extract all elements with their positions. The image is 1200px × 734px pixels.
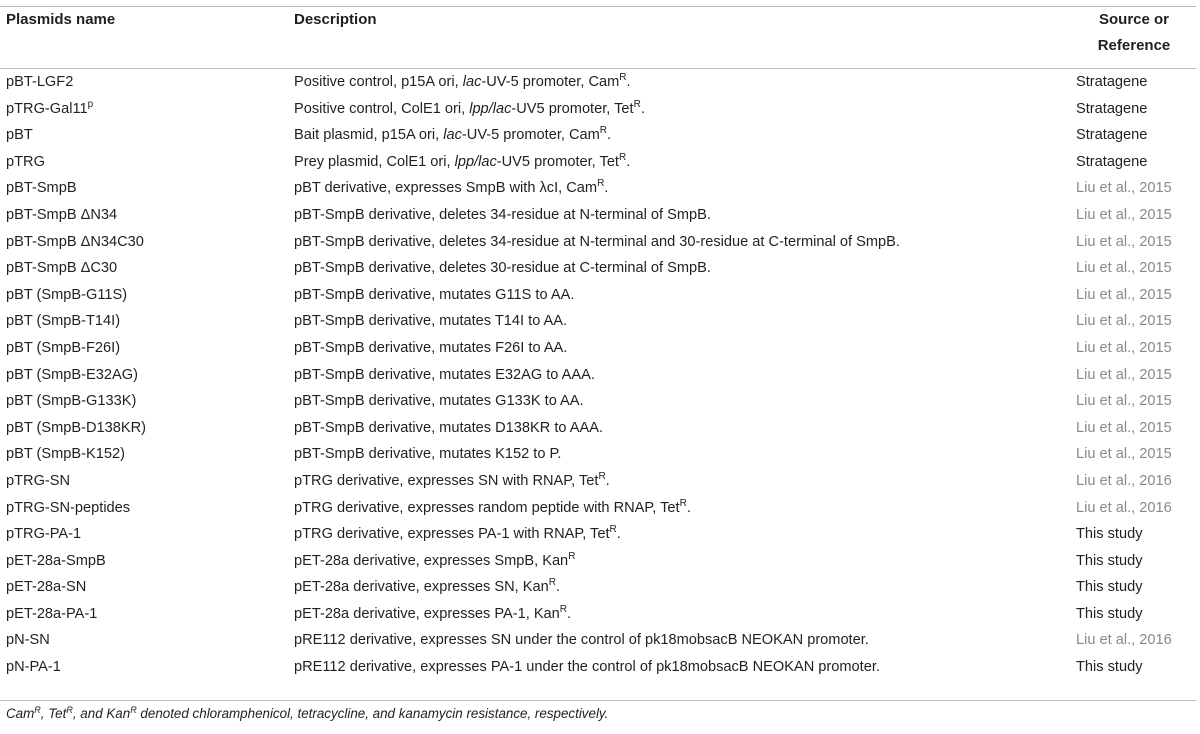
plasmid-name-cell bbox=[0, 202, 288, 229]
plasmid-name: pTRG-Gal11 bbox=[6, 100, 88, 117]
description-sup: R bbox=[548, 577, 556, 589]
plasmid-name: pET-28a-SN bbox=[6, 579, 87, 596]
table-row bbox=[0, 654, 1196, 681]
plasmid-name: pBT-SmpB bbox=[6, 180, 77, 197]
description-sup: R bbox=[598, 470, 606, 482]
description-cell bbox=[288, 282, 1072, 309]
table-row bbox=[0, 229, 1196, 256]
footnote-cam-sup: R bbox=[34, 705, 41, 715]
description-text-end: . bbox=[626, 74, 631, 90]
table-row bbox=[0, 495, 1196, 522]
table-row bbox=[0, 548, 1196, 575]
description-sup: R bbox=[619, 151, 627, 163]
description-sup: R bbox=[679, 497, 687, 509]
description-cell bbox=[288, 468, 1072, 495]
plasmid-name-cell bbox=[0, 69, 288, 96]
header-source bbox=[1072, 7, 1196, 69]
table-row bbox=[0, 468, 1196, 495]
plasmid-name-cell bbox=[0, 601, 288, 628]
source-cell: Liu et al., 2015 bbox=[1076, 446, 1172, 463]
description-text: pTRG derivative, expresses SN with RNAP, Tet bbox=[294, 472, 599, 489]
source-cell: Stratagene bbox=[1076, 100, 1148, 117]
plasmid-name-cell bbox=[0, 441, 288, 468]
plasmid-name-cell bbox=[0, 362, 288, 389]
source-cell: This study bbox=[1076, 552, 1143, 569]
plasmid-name: pBT (SmpB-K152) bbox=[6, 446, 125, 463]
plasmid-name-cell bbox=[0, 521, 288, 548]
plasmid-name-cell bbox=[0, 415, 288, 442]
plasmid-name-cell bbox=[0, 574, 288, 601]
source-cell: Liu et al., 2015 bbox=[1076, 233, 1172, 250]
table-row bbox=[0, 308, 1196, 335]
description-cell bbox=[288, 69, 1072, 96]
description-cell bbox=[288, 654, 1072, 681]
plasmid-name: pN-PA-1 bbox=[6, 659, 61, 676]
description-text: Bait plasmid, p15A ori, bbox=[294, 127, 444, 144]
description-text: pBT-SmpB derivative, deletes 34-residue at N-terminal and 30-residue at C-terminal of SmpB. bbox=[294, 233, 900, 250]
description-text-end: . bbox=[567, 605, 572, 622]
description-text: pBT-SmpB derivative, mutates D138KR to AAA. bbox=[294, 419, 604, 436]
table-header-row bbox=[0, 7, 1196, 69]
plasmid-name-cell bbox=[0, 175, 288, 202]
source-cell: Liu et al., 2015 bbox=[1076, 393, 1172, 410]
description-text-end: . bbox=[604, 180, 609, 197]
header-description: Description bbox=[294, 11, 377, 28]
plasmid-name-cell bbox=[0, 96, 288, 123]
source-cell: Liu et al., 2015 bbox=[1076, 260, 1172, 277]
table-row bbox=[0, 96, 1196, 123]
plasmid-name: pBT-SmpB ΔN34C30 bbox=[6, 233, 144, 250]
footnote-tet-sup: R bbox=[66, 705, 73, 715]
source-cell: Liu et al., 2015 bbox=[1076, 313, 1172, 330]
header-plasmid: Plasmids name bbox=[6, 11, 116, 28]
footnote-text: denoted chloramphenicol, tetracycline, and kanamycin resistance, respectively. bbox=[136, 706, 609, 721]
table-row bbox=[0, 627, 1196, 654]
source-cell: Stratagene bbox=[1076, 127, 1148, 144]
footnote-sep1: , bbox=[40, 706, 49, 721]
plasmid-name-cell bbox=[0, 122, 288, 149]
source-cell: Liu et al., 2015 bbox=[1076, 286, 1172, 303]
source-cell: Liu et al., 2015 bbox=[1076, 206, 1172, 223]
plasmid-name: pBT-SmpB ΔN34 bbox=[6, 206, 118, 223]
description-text-mid: -UV5 promoter, Tet bbox=[511, 100, 634, 117]
plasmid-name: pET-28a-SmpB bbox=[6, 552, 106, 569]
table-row bbox=[0, 122, 1196, 149]
description-text-end: . bbox=[607, 127, 612, 144]
plasmid-name: pBT (SmpB-F26I) bbox=[6, 339, 121, 356]
description-text: pBT-SmpB derivative, deletes 30-residue at C-terminal of SmpB. bbox=[294, 260, 711, 277]
table-row bbox=[0, 255, 1196, 282]
description-text: pBT-SmpB derivative, mutates G133K to AA. bbox=[294, 393, 584, 410]
description-cell bbox=[288, 202, 1072, 229]
plasmid-name: pBT bbox=[6, 127, 33, 144]
description-cell bbox=[288, 627, 1072, 654]
description-cell bbox=[288, 548, 1072, 575]
header-source-line2: Reference bbox=[1097, 37, 1171, 54]
source-cell: Liu et al., 2015 bbox=[1076, 180, 1172, 197]
description-italic: lac bbox=[462, 74, 482, 90]
table-row bbox=[0, 362, 1196, 389]
description-sup: R bbox=[599, 125, 608, 137]
bottom-rule bbox=[0, 700, 1196, 701]
plasmid-name: pTRG-SN-peptides bbox=[6, 499, 131, 516]
plasmid-name: pTRG-SN bbox=[6, 472, 71, 489]
description-text: pET-28a derivative, expresses PA-1, Kan bbox=[294, 605, 560, 622]
description-text: Positive control, p15A ori, bbox=[294, 74, 463, 90]
description-sup: R bbox=[609, 524, 617, 536]
plasmid-name: pBT (SmpB-D138KR) bbox=[6, 419, 147, 436]
plasmid-name-cell bbox=[0, 229, 288, 256]
description-sup: R bbox=[633, 98, 641, 110]
description-text: pBT-SmpB derivative, mutates F26I to AA. bbox=[294, 339, 568, 356]
description-text: Positive control, ColE1 ori, bbox=[294, 100, 470, 117]
description-cell bbox=[288, 122, 1072, 149]
description-text-mid: -UV-5 promoter, Cam bbox=[481, 74, 620, 90]
source-cell: Liu et al., 2015 bbox=[1076, 339, 1172, 356]
description-cell bbox=[288, 335, 1072, 362]
plasmid-name-cell bbox=[0, 282, 288, 309]
source-cell: Liu et al., 2016 bbox=[1076, 499, 1172, 516]
plasmid-name-cell bbox=[0, 308, 288, 335]
description-cell bbox=[288, 255, 1072, 282]
table-row bbox=[0, 69, 1196, 96]
table-row bbox=[0, 202, 1196, 229]
description-cell bbox=[288, 229, 1072, 256]
plasmid-name: pBT (SmpB-G11S) bbox=[6, 286, 128, 303]
plasmid-name: pBT (SmpB-E32AG) bbox=[6, 366, 138, 383]
description-sup: R bbox=[559, 603, 568, 615]
description-text: pRE112 derivative, expresses PA-1 under the control of pk18mobsacB NEOKAN promoter. bbox=[294, 659, 880, 676]
description-text: pTRG derivative, expresses random peptide with RNAP, Tet bbox=[294, 499, 680, 516]
plasmid-name-cell bbox=[0, 255, 288, 282]
plasmid-name-sup: p bbox=[87, 98, 94, 110]
plasmid-name: pET-28a-PA-1 bbox=[6, 605, 98, 622]
footnote-kan: Kan bbox=[106, 706, 131, 721]
description-cell bbox=[288, 175, 1072, 202]
table-row bbox=[0, 335, 1196, 362]
source-cell: Liu et al., 2016 bbox=[1076, 472, 1172, 489]
plasmid-name-cell bbox=[0, 388, 288, 415]
table-row bbox=[0, 388, 1196, 415]
table-row bbox=[0, 574, 1196, 601]
description-cell bbox=[288, 521, 1072, 548]
description-text-end: . bbox=[626, 153, 631, 170]
description-text-end: . bbox=[686, 499, 691, 516]
plasmid-name-cell bbox=[0, 495, 288, 522]
description-italic: lac bbox=[443, 127, 462, 144]
description-text-end: . bbox=[555, 579, 561, 596]
source-cell: This study bbox=[1076, 659, 1143, 676]
description-text: Prey plasmid, ColE1 ori, bbox=[294, 153, 455, 170]
description-text: pBT-SmpB derivative, mutates E32AG to AAA. bbox=[294, 366, 595, 383]
plasmid-name-cell bbox=[0, 468, 288, 495]
description-cell bbox=[288, 149, 1072, 176]
source-cell: Stratagene bbox=[1076, 153, 1148, 170]
plasmid-name: pBT (SmpB-T14I) bbox=[6, 313, 121, 330]
description-text: pBT-SmpB derivative, mutates G11S to AA. bbox=[294, 286, 575, 303]
source-cell: This study bbox=[1076, 526, 1143, 543]
plasmid-name: pTRG bbox=[6, 153, 45, 170]
description-text-mid: -UV5 promoter, Tet bbox=[496, 153, 619, 170]
table-row bbox=[0, 415, 1196, 442]
description-text: pRE112 derivative, expresses SN under the control of pk18mobsacB NEOKAN promoter. bbox=[294, 632, 869, 649]
source-cell: This study bbox=[1076, 579, 1143, 596]
description-text-end: . bbox=[640, 100, 645, 117]
description-text: pBT-SmpB derivative, mutates K152 to P. bbox=[294, 446, 562, 463]
description-sup: R bbox=[597, 178, 605, 190]
plasmid-name: pBT (SmpB-G133K) bbox=[6, 393, 137, 410]
table-footnote bbox=[6, 706, 608, 721]
source-cell: Liu et al., 2016 bbox=[1076, 632, 1172, 649]
table-row bbox=[0, 521, 1196, 548]
description-italic: lpp/lac bbox=[454, 153, 497, 170]
table-row bbox=[0, 441, 1196, 468]
source-cell: Stratagene bbox=[1076, 74, 1148, 90]
plasmid-name: pBT-SmpB ΔC30 bbox=[6, 260, 118, 277]
description-cell bbox=[288, 441, 1072, 468]
description-text: pTRG derivative, expresses PA-1 with RNAP, Tet bbox=[294, 526, 610, 543]
description-cell bbox=[288, 308, 1072, 335]
plasmids-table bbox=[0, 7, 1196, 681]
plasmid-name-cell bbox=[0, 335, 288, 362]
plasmid-name-cell bbox=[0, 548, 288, 575]
description-text: pET-28a derivative, expresses SmpB, Kan bbox=[294, 552, 569, 569]
description-sup: R bbox=[619, 72, 627, 83]
plasmid-name: pTRG-PA-1 bbox=[6, 526, 82, 543]
description-text: pBT-SmpB derivative, deletes 34-residue at N-terminal of SmpB. bbox=[294, 206, 711, 223]
footnote-cam: Cam bbox=[6, 706, 35, 721]
description-sup: R bbox=[568, 550, 576, 562]
description-text-end: . bbox=[605, 472, 610, 489]
source-cell: This study bbox=[1076, 605, 1143, 622]
table-row bbox=[0, 175, 1196, 202]
description-text-end: . bbox=[616, 526, 621, 543]
footnote-tet: Tet bbox=[48, 706, 67, 721]
description-cell bbox=[288, 601, 1072, 628]
plasmid-name-cell bbox=[0, 627, 288, 654]
source-cell: Liu et al., 2015 bbox=[1076, 366, 1172, 383]
description-cell bbox=[288, 495, 1072, 522]
plasmid-name: pN-SN bbox=[6, 632, 50, 649]
plasmid-name-cell bbox=[0, 654, 288, 681]
description-cell bbox=[288, 388, 1072, 415]
description-italic: lpp/lac bbox=[469, 100, 512, 117]
description-cell bbox=[288, 96, 1072, 123]
footnote-kan-sup: R bbox=[130, 705, 137, 715]
plasmid-name-cell bbox=[0, 149, 288, 176]
description-text: pBT derivative, expresses SmpB with λcI, Cam bbox=[294, 180, 598, 197]
description-text-mid: -UV-5 promoter, Cam bbox=[461, 127, 600, 144]
source-cell: Liu et al., 2015 bbox=[1076, 419, 1172, 436]
table-row bbox=[0, 282, 1196, 309]
footnote-sep2: , and bbox=[72, 706, 107, 721]
description-text: pBT-SmpB derivative, mutates T14I to AA. bbox=[294, 313, 568, 330]
plasmid-name: pBT-LGF2 bbox=[6, 74, 74, 90]
description-text: pET-28a derivative, expresses SN, Kan bbox=[294, 579, 549, 596]
description-cell bbox=[288, 574, 1072, 601]
table-row bbox=[0, 601, 1196, 628]
description-cell bbox=[288, 415, 1072, 442]
table-row bbox=[0, 149, 1196, 176]
description-cell bbox=[288, 362, 1072, 389]
header-source-line1: Source or bbox=[1098, 11, 1170, 28]
